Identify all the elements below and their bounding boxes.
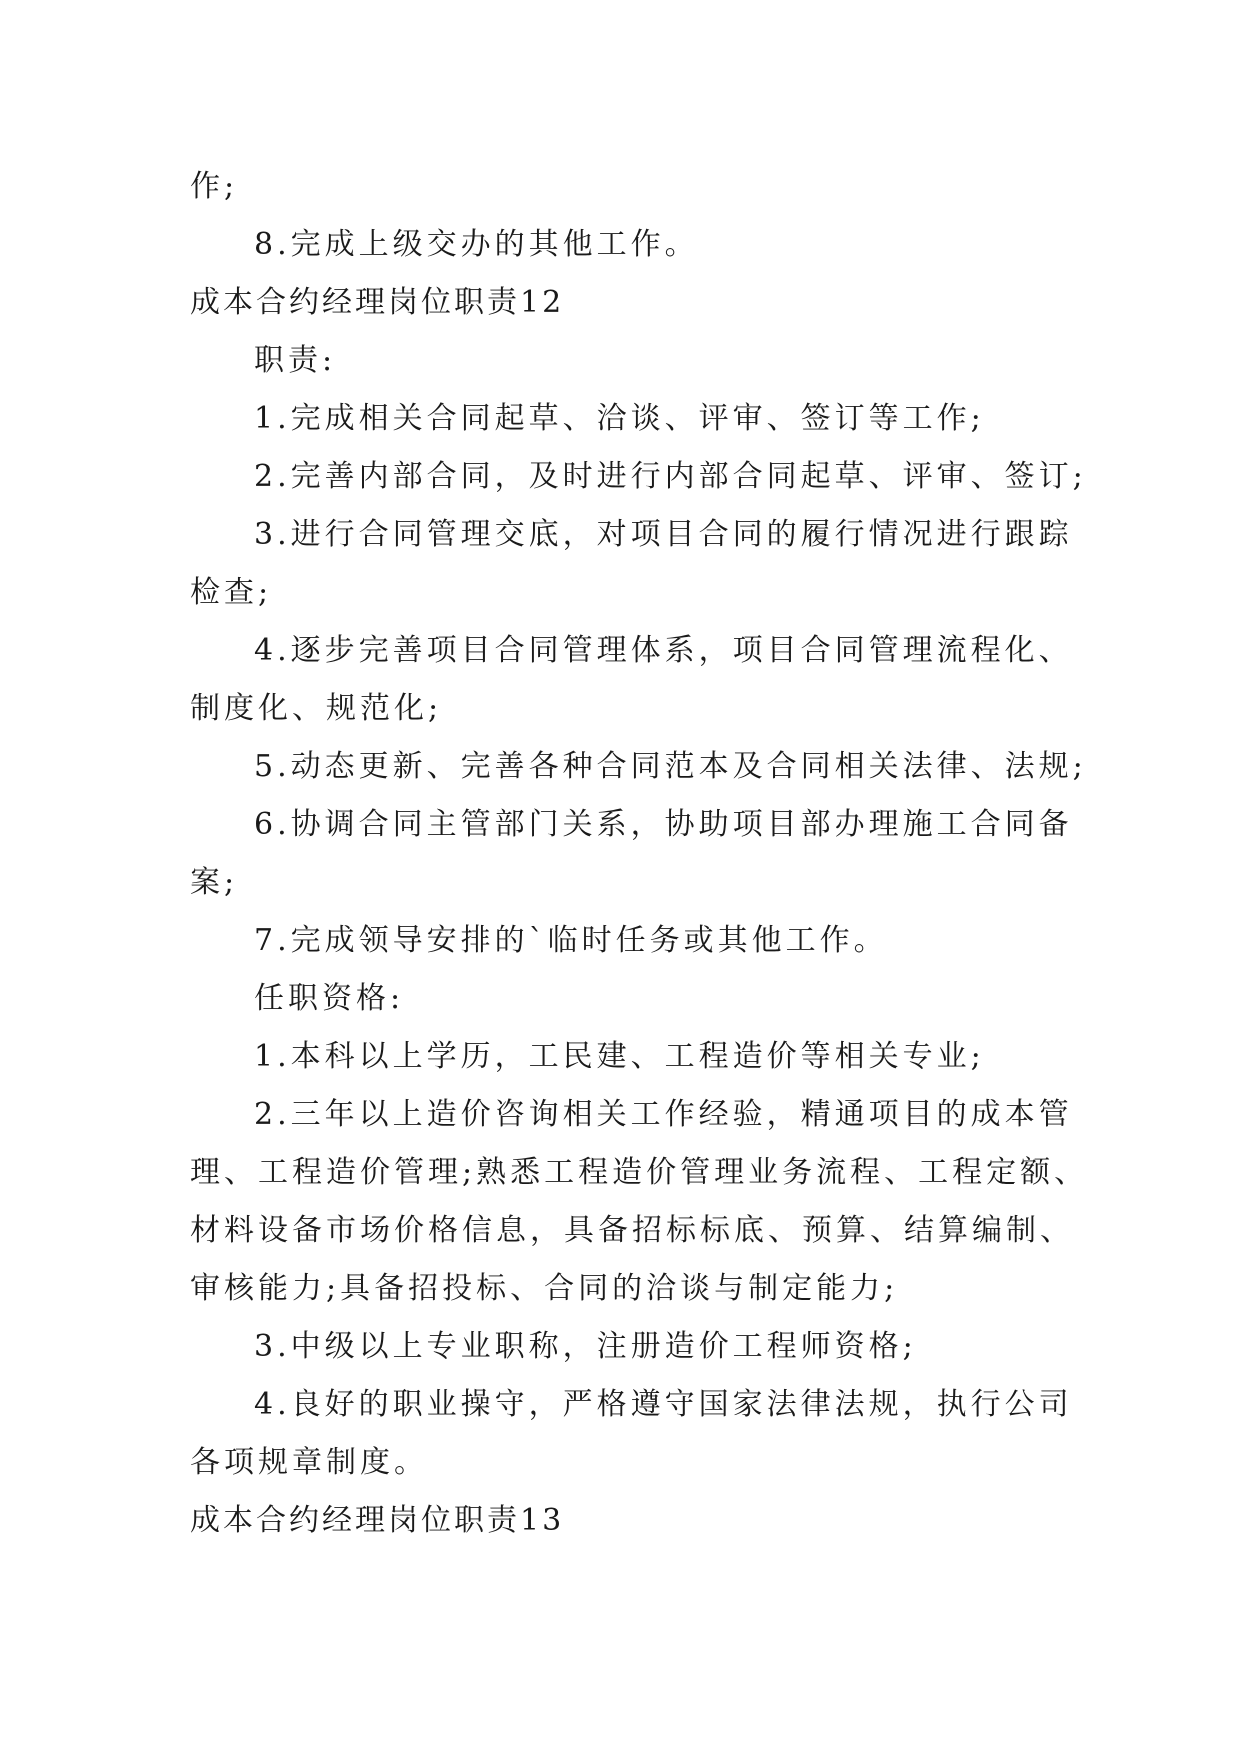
subheading-qualifications: 任职资格:: [254, 981, 405, 1016]
list-item: 3.进行合同管理交底，对项目合同的履行情况进行跟踪: [254, 517, 1073, 552]
section-heading: 成本合约经理岗位职责13: [190, 1503, 565, 1538]
list-item: 5.动态更新、完善各种合同范本及合同相关法律、法规;: [254, 749, 1087, 784]
text-line: 各项规章制度。: [190, 1445, 428, 1480]
text-line: 8.完成上级交办的其他工作。: [254, 227, 699, 262]
list-item: 2.完善内部合同，及时进行内部合同起草、评审、签订;: [254, 459, 1087, 494]
text-line: 作;: [190, 169, 239, 204]
text-line: 制度化、规范化;: [190, 691, 443, 726]
document-body: [190, 158, 1089, 1550]
list-item: 4.良好的职业操守，严格遵守国家法律法规，执行公司: [254, 1387, 1073, 1422]
text-line: 检查;: [190, 575, 273, 610]
list-item: 2.三年以上造价咨询相关工作经验，精通项目的成本管: [254, 1097, 1073, 1132]
text-line: 理、工程造价管理;熟悉工程造价管理业务流程、工程定额、: [190, 1155, 1089, 1190]
list-item: 4.逐步完善项目合同管理体系，项目合同管理流程化、: [254, 633, 1073, 668]
subheading-duties: 职责:: [254, 343, 337, 378]
text-line: 案;: [190, 865, 239, 900]
list-item: 3.中级以上专业职称，注册造价工程师资格;: [254, 1329, 917, 1364]
text-line: 审核能力;具备招投标、合同的洽谈与制定能力;: [190, 1271, 899, 1306]
section-heading: 成本合约经理岗位职责12: [190, 285, 565, 320]
list-item: 1.完成相关合同起草、洽谈、评审、签订等工作;: [254, 401, 985, 436]
list-item: 6.协调合同主管部门关系，协助项目部办理施工合同备: [254, 807, 1073, 842]
text-line: 材料设备市场价格信息，具备招标标底、预算、结算编制、: [190, 1213, 1074, 1248]
list-item: 1.本科以上学历，工民建、工程造价等相关专业;: [254, 1039, 985, 1074]
list-item: 7.完成领导安排的`临时任务或其他工作。: [254, 923, 888, 958]
